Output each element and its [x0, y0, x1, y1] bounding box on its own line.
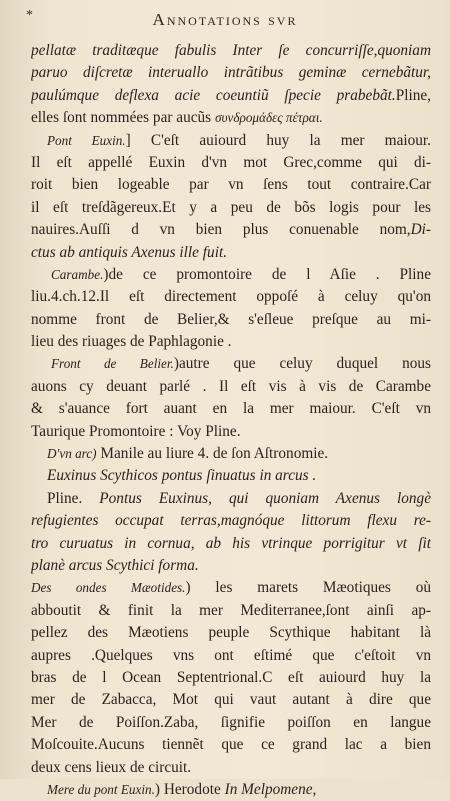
text-line: ctus ab antiquis Axenus ille fuit.	[31, 243, 228, 261]
lemma: Des ondes Mæotides.	[31, 580, 186, 596]
text-line: aupres .Quelques vns ont eſtimé que c'eſtoit vn	[31, 646, 431, 664]
verse-quote: Euxinus Scythicos pontus ſinuatus in arcus .	[47, 467, 317, 485]
text-line: pellez des Mæotiens peuple Scythique habitant là	[31, 624, 431, 642]
text-line: deux cens lieux de circuit.	[31, 758, 192, 776]
text-line: paulúmque deflexa acie coeuntiũ ſpecie prabebãt.Pline,	[31, 86, 431, 104]
text-line: nomme front de Belier,& s'eſleue preſque au mi-	[31, 310, 431, 328]
text-line: bras de l Ocean Septentrional.C eſt auiourd huy la	[31, 668, 431, 686]
text-line: abboutit & finit la mer Mediterranee,ſont ainſi ap-	[31, 601, 431, 619]
text-line: nauires.Auſſi d vn bien plus conuenable nom,Di-	[31, 221, 431, 239]
text-line: & s'auance fort auant en la mer maiour. C'eſt vn	[31, 400, 431, 418]
text-line: Mere du pont Euxin.) Herodote In Melpomene,	[47, 780, 317, 798]
text-line: Moſcouite.Aucuns tiennẽt que ce grand lac a bien	[31, 736, 431, 754]
text-line: planè arcus Scythici forma.	[31, 556, 199, 574]
corner-mark: *	[26, 8, 33, 23]
text-line: Front de Belier.)autre que celuy duquel nous	[51, 355, 431, 373]
text-line: Des ondes Mæotides.) les marets Mæotiques où	[31, 579, 431, 597]
text-line: lieu des riuages de Paphlagonie .	[31, 333, 232, 351]
greek-phrase: συνδρομάδες πέτραι.	[214, 110, 323, 126]
lemma: D'vn arc)	[47, 446, 97, 462]
text-line: pellatæ traditæque fabulis Inter ſe concurriſſe,quoniam	[31, 42, 431, 59]
text-line: Pont Euxin.] C'eſt auiourd huy la mer maiour.	[47, 131, 431, 149]
text-line: Pline. Pontus Euxinus, qui quoniam Axenus longè	[47, 489, 431, 507]
text-line: Mer de Poiſſon.Zaba, ſignifie poiſſon en langue	[31, 713, 431, 731]
text-line: paruo diſcretæ interuallo intrãtibus geminæ cernebãtur,	[31, 64, 431, 82]
text-line: tro curuatus in cornua, ab his vtrinque porrigitur vt ſit	[31, 534, 431, 552]
text-line: mer de Zabacca, Mot qui vaut autant à dire que	[31, 691, 431, 709]
text-line: Taurique Promontoire : Voy Pline.	[31, 422, 241, 440]
text-line: liu.4.ch.12.Il eſt directement oppoſé à celuy qu'on	[31, 288, 431, 306]
lemma: Carambe.	[51, 266, 104, 282]
lemma: Pont Euxin.	[47, 132, 126, 148]
text-line: auons cy deuant parlé . Il eſt vis à vis de Carambe	[31, 377, 431, 395]
text-line: Il eſt appellé Euxin d'vn mot Grec,comme qui di-	[31, 153, 431, 171]
text-line: il eſt treſdãgereux.Et y a peu de bõs logis pour les	[31, 198, 431, 216]
lemma: Front de Belier.	[51, 356, 174, 372]
running-header: Annotations svr	[152, 10, 298, 29]
text-line: refugientes occupat terras,magnóque littorum flexu re-	[31, 512, 431, 530]
text-line: elles ſont nommées par aucũs συνδρομάδες πέτραι.	[31, 109, 323, 127]
text-line: roit bien logeable par vn ſens tout contraire.Car	[31, 176, 431, 194]
text-line: Carambe.)de ce promontoire de l Aſie . Pline	[51, 265, 431, 283]
text-line: D'vn arc) Manile au liure 4. de ſon Aſtronomie.	[47, 445, 329, 463]
lemma: Mere du pont Euxin.	[47, 781, 155, 797]
annotation-text	[31, 40, 431, 801]
